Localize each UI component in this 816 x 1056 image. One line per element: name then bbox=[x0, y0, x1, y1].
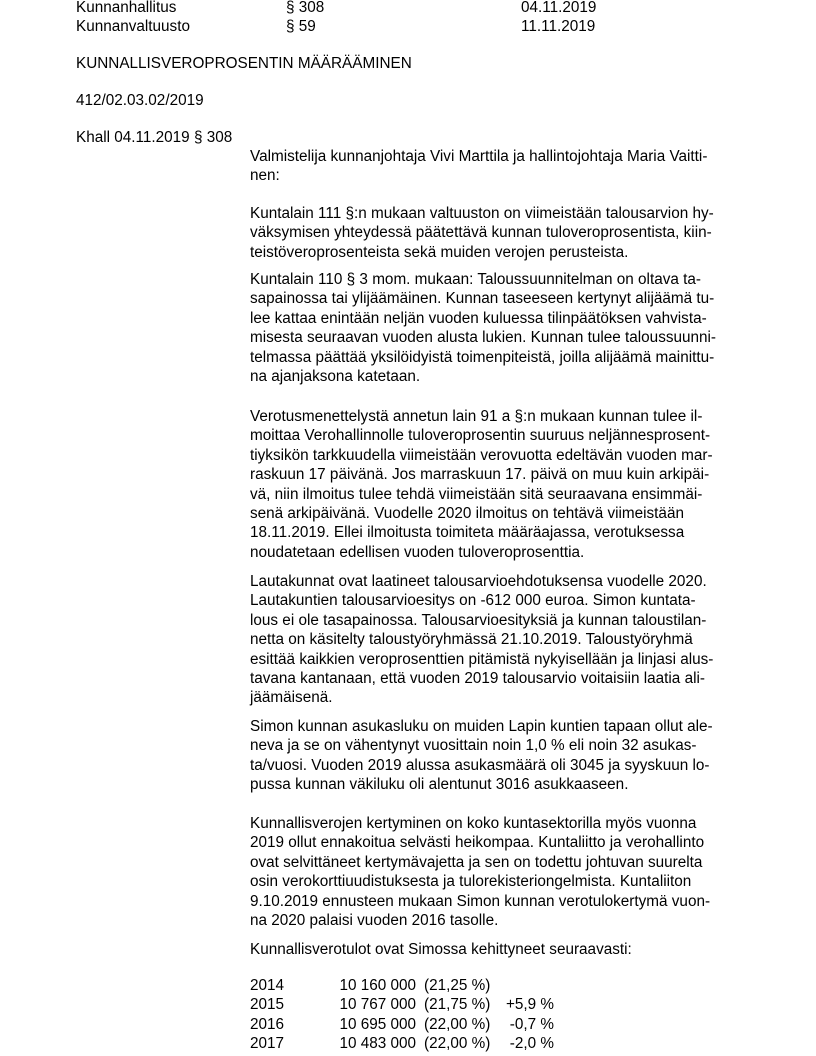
section-number: § 308 bbox=[286, 0, 325, 16]
text-line: osin verokorttiuudistuksesta ja tulorekisteriongelmista. Kuntaliiton bbox=[250, 873, 692, 891]
text-line: sapainossa tai ylijäämäinen. Kunnan taseeseen kertynyt alijäämä tu- bbox=[250, 290, 715, 308]
meeting-body: Kunnanhallitus bbox=[76, 0, 177, 16]
table-row bbox=[250, 995, 750, 1014]
text-line: misesta seuraavan vuoden alusta lukien. Kunnan tulee taloussuunni- bbox=[250, 329, 717, 347]
text-line: Lautakunnat ovat laatineet talousarvioehdotuksensa vuodelle 2020. bbox=[250, 573, 707, 590]
text-line: 2019 ollut ennakoitua selvästi heikompaa. Kuntaliitto ja verohallinto bbox=[250, 834, 705, 852]
text-line: 18.11.2019. Ellei ilmoitusta toimiteta määräajassa, verotuksessa bbox=[250, 524, 685, 542]
rate-cell: (21,25 %) bbox=[424, 977, 491, 994]
text-line: netta on käsitelty taloustyöryhmässä 21.10.2019. Taloustyöryhmä bbox=[250, 631, 693, 649]
amount-cell: 10 695 000 bbox=[339, 1015, 416, 1033]
meeting-date: 04.11.2019 bbox=[521, 0, 597, 16]
year-cell: 2016 bbox=[250, 1015, 285, 1033]
meeting-reference: Khall 04.11.2019 § 308 bbox=[76, 129, 233, 146]
text-line: 9.10.2019 ennusteen mukaan Simon kunnan verotulokertymä vuon- bbox=[250, 892, 711, 910]
text-line: tiyksikön tarkkuudella viimeistään verovuotta edeltävän vuoden mar- bbox=[250, 446, 713, 464]
amount-cell: 10 767 000 bbox=[339, 996, 416, 1014]
tax-revenue-table bbox=[250, 976, 750, 1054]
paragraph-table-intro bbox=[250, 940, 750, 959]
paragraph-lautakunnat bbox=[250, 572, 750, 708]
paragraph-kuntalaki-111 bbox=[250, 204, 750, 262]
text-line: Kunnallisverotulot ovat Simossa kehittyneet seuraavasti: bbox=[250, 941, 632, 958]
rate-cell: (22,00 %) bbox=[424, 1035, 491, 1053]
year-cell: 2017 bbox=[250, 1035, 285, 1053]
paragraph-preparer bbox=[250, 147, 750, 186]
text-line: na ajanjaksona katetaan. bbox=[250, 368, 421, 386]
text-line: jäämäisenä. bbox=[250, 689, 333, 707]
document-title: KUNNALLISVEROPROSENTIN MÄÄRÄÄMINEN bbox=[76, 55, 412, 72]
text-line: pussa kunnan väkiluku oli alentunut 3016 asukkaaseen. bbox=[250, 776, 629, 794]
table-row bbox=[250, 1015, 750, 1034]
text-line: lee kattaa enintään neljän vuoden kuluessa tilinpäätöksen vahvista- bbox=[250, 309, 707, 327]
header-row bbox=[76, 0, 776, 17]
text-line: Valmistelija kunnanjohtaja Vivi Marttila ja hallintojohtaja Maria Vaitti- bbox=[250, 148, 708, 165]
document-number: 412/02.03.02/2019 bbox=[76, 92, 204, 109]
text-line: Kuntalain 110 § 3 mom. mukaan: Taloussuunnitelman on oltava ta- bbox=[250, 271, 701, 288]
text-line: vä, niin ilmoitus tulee tehdä viimeistään sitä seuraavana ensimmäi- bbox=[250, 485, 703, 503]
text-line: väksymisen yhteydessä päätettävä kunnan tuloveroprosentista, kiin- bbox=[250, 224, 712, 242]
text-line: Kunnallisverojen kertyminen on koko kuntasektorilla myös vuonna bbox=[250, 815, 697, 832]
text-line: Lautakuntien talousarvioesitys on -612 000 euroa. Simon kuntata- bbox=[250, 592, 696, 610]
paragraph-verokertyma bbox=[250, 814, 750, 930]
meeting-date: 11.11.2019 bbox=[521, 18, 596, 35]
text-line: telmassa päättää yksilöidyistä toimenpiteistä, joilla alijäämä mainittu- bbox=[250, 348, 715, 366]
meeting-body: Kunnanvaltuusto bbox=[76, 18, 190, 35]
text-line: nen: bbox=[250, 167, 280, 185]
year-cell: 2015 bbox=[250, 996, 285, 1014]
text-line: teistöveroprosenteista sekä muiden verojen perusteista. bbox=[250, 243, 629, 261]
text-line: na 2020 palaisi vuoden 2016 tasolle. bbox=[250, 912, 499, 930]
text-line: esittää kaikkien veroprosenttien pitämistä nykyisellään ja linjasi alus- bbox=[250, 650, 714, 668]
text-line: neva ja se on vähentynyt vuosittain noin 1,0 % eli noin 32 asukas- bbox=[250, 737, 697, 755]
text-line: noudatetaan edellisen vuoden tuloveroprosenttia. bbox=[250, 543, 585, 561]
change-cell: -0,7 % bbox=[509, 1015, 554, 1033]
paragraph-asukasluku bbox=[250, 717, 750, 795]
year-cell: 2014 bbox=[250, 977, 285, 994]
rate-cell: (21,75 %) bbox=[424, 996, 491, 1014]
paragraph-verotusmenettely bbox=[250, 407, 750, 562]
text-line: Kuntalain 111 §:n mukaan valtuuston on viimeistään talousarvion hy- bbox=[250, 205, 714, 222]
text-line: Verotusmenettelystä annetun lain 91 a §:n mukaan kunnan tulee il- bbox=[250, 408, 703, 425]
table-row bbox=[250, 1034, 750, 1053]
text-line: raskuun 17 päivänä. Jos marraskuun 17. päivä on muu kuin arkipäi- bbox=[250, 466, 710, 484]
amount-cell: 10 160 000 bbox=[339, 977, 416, 994]
text-line: moittaa Verohallinnolle tuloveroprosentin suuruus neljännesprosent- bbox=[250, 427, 711, 445]
text-line: senä arkipäivänä. Vuodelle 2020 ilmoitus on tehtävä viimeistään bbox=[250, 505, 684, 523]
text-line: ovat selvittäneet kertymävajetta ja sen on todettu johtuvan suurelta bbox=[250, 853, 703, 871]
text-line: Simon kunnan asukasluku on muiden Lapin kuntien tapaan ollut ale- bbox=[250, 718, 713, 735]
change-cell: +5,9 % bbox=[505, 996, 554, 1014]
section-number: § 59 bbox=[286, 18, 316, 35]
text-line: lous ei ole tasapainossa. Talousarvioesityksiä ja kunnan taloustilan- bbox=[250, 611, 707, 629]
change-cell: -2,0 % bbox=[509, 1035, 554, 1053]
amount-cell: 10 483 000 bbox=[339, 1035, 416, 1053]
paragraph-kuntalaki-110 bbox=[250, 270, 750, 386]
rate-cell: (22,00 %) bbox=[424, 1015, 491, 1033]
text-line: tavana kantanaan, että vuoden 2019 talousarvio voitaisiin laatia ali- bbox=[250, 670, 705, 688]
text-line: ta/vuosi. Vuoden 2019 alussa asukasmäärä oli 3045 ja syyskuun lo- bbox=[250, 756, 710, 774]
table-row bbox=[250, 976, 750, 995]
header-row bbox=[76, 17, 776, 36]
